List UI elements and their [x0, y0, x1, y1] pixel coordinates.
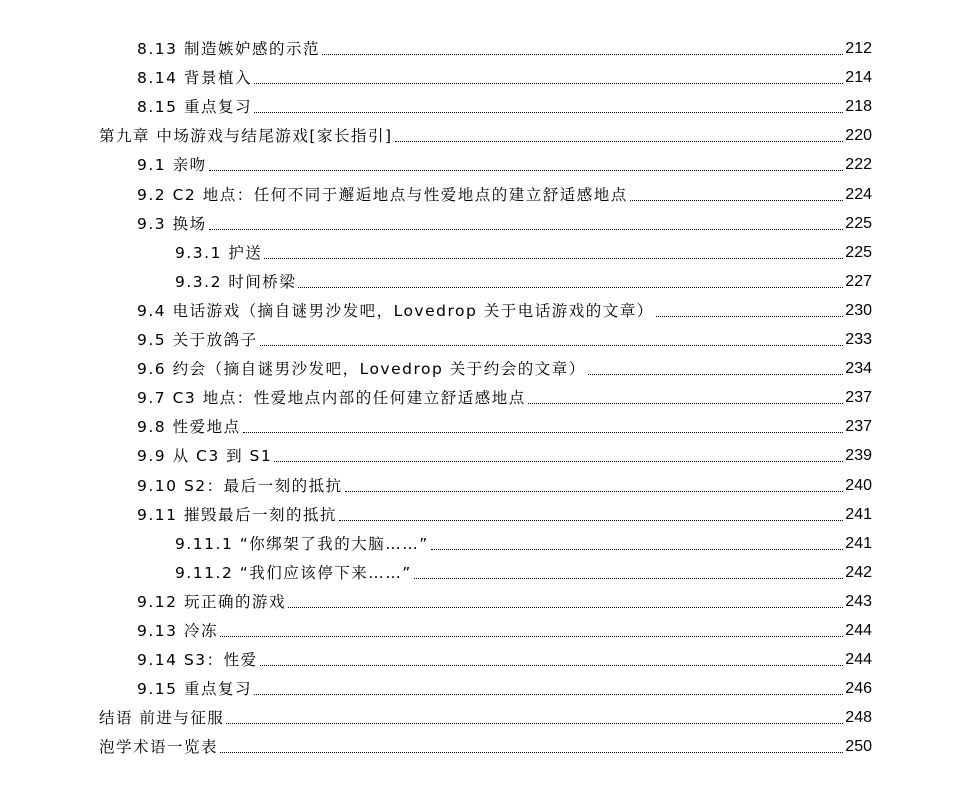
toc-entry-page-number: 214 [845, 69, 872, 87]
dot-leader [260, 664, 844, 666]
toc-entry[interactable] [137, 349, 872, 378]
toc-entry[interactable] [137, 582, 872, 611]
toc-entry[interactable] [137, 378, 872, 407]
toc-entry-page-number: 227 [845, 272, 872, 290]
toc-entry-title: 9.11.1 “你绑架了我的大脑……” [175, 534, 429, 553]
dot-leader [339, 519, 843, 521]
dot-leader [254, 693, 843, 695]
toc-entry-page-number: 244 [845, 622, 872, 639]
toc-entry-page-number: 225 [845, 214, 872, 232]
dot-leader [414, 577, 844, 579]
toc-entry[interactable] [137, 640, 872, 669]
toc-entry[interactable] [137, 466, 872, 495]
toc-entry-title: 泡学术语一览表 [99, 738, 219, 757]
toc-entry[interactable] [137, 611, 872, 640]
toc-entry[interactable] [99, 116, 872, 145]
toc-entry[interactable] [137, 407, 872, 436]
toc-entry-page-number: 241 [845, 534, 872, 552]
toc-entry[interactable] [137, 436, 872, 465]
toc-entry[interactable] [137, 291, 872, 320]
dot-leader [630, 199, 844, 201]
toc-entry[interactable] [99, 727, 872, 756]
toc-entry[interactable] [175, 262, 872, 291]
toc-entry-page-number: 233 [845, 331, 872, 348]
dot-leader [395, 140, 844, 142]
dot-leader [431, 548, 844, 550]
toc-entry-title: 9.13 冷冻 [137, 622, 218, 640]
toc-entry-page-number: 243 [845, 592, 872, 610]
dot-leader [260, 344, 844, 346]
toc-entry-title: 9.3.1 护送 [175, 243, 263, 262]
toc-entry-title: 9.12 玩正确的游戏 [137, 592, 286, 611]
toc-entry-title: 9.11 摧毁最后一刻的抵抗 [137, 505, 337, 524]
toc-entry-title: 9.10 S2：最后一刻的抵抗 [137, 476, 343, 495]
toc-entry[interactable] [137, 145, 872, 174]
toc-entry[interactable] [137, 320, 872, 349]
toc-entry-page-number: 246 [845, 680, 872, 698]
toc-entry-page-number: 240 [845, 476, 872, 494]
dot-leader [220, 635, 843, 637]
toc-entry-title: 9.7 C3 地点：性爱地点内部的任何建立舒适感地点 [137, 389, 526, 408]
toc-entry-title: 8.14 背景植入 [137, 69, 252, 88]
toc-entry-title: 9.11.2 “我们应该停下来……” [175, 563, 412, 582]
dot-leader [243, 431, 844, 433]
toc-entry-title: 9.9 从 C3 到 S1 [137, 447, 273, 466]
toc-entry-page-number: 234 [845, 360, 872, 378]
toc-entry-title: 9.15 重点复习 [137, 680, 252, 699]
toc-entry-title: 9.4 电话游戏（摘自谜男沙发吧，Lovedrop 关于电话游戏的文章） [137, 301, 654, 320]
toc-entry-title: 结语 前进与征服 [99, 709, 225, 728]
dot-leader [322, 53, 843, 55]
toc-entry-title: 第九章 中场游戏与结尾游戏[家长指引] [99, 127, 393, 146]
dot-leader [274, 460, 843, 462]
toc-entry-title: 9.2 C2 地点：任何不同于邂逅地点与性爱地点的建立舒适感地点 [137, 185, 628, 204]
toc-entry-page-number: 242 [845, 563, 872, 581]
toc-entry-title: 8.15 重点复习 [137, 98, 252, 117]
toc-entry-title: 9.1 亲吻 [137, 156, 207, 175]
toc-entry[interactable] [137, 669, 872, 698]
dot-leader [298, 286, 843, 288]
dot-leader [220, 751, 843, 753]
toc-entry-title: 9.8 性爱地点 [137, 418, 241, 437]
toc-entry-title: 9.6 约会（摘自谜男沙发吧，Lovedrop 关于约会的文章） [137, 360, 586, 379]
toc-entry[interactable] [137, 58, 872, 87]
toc-entry[interactable] [175, 553, 872, 582]
toc-entry-page-number: 222 [845, 156, 872, 174]
toc-entry-page-number: 218 [845, 98, 872, 116]
dot-leader [254, 111, 843, 113]
dot-leader [588, 373, 844, 375]
toc-entry[interactable] [137, 175, 872, 204]
toc-entry[interactable] [175, 524, 872, 553]
toc-entry-page-number: 220 [845, 127, 872, 145]
toc-entry-page-number: 237 [845, 389, 872, 407]
toc-entry-title: 8.13 制造嫉妒感的示范 [137, 40, 320, 58]
toc-entry-page-number: 244 [845, 651, 872, 669]
toc-entry-page-number: 250 [845, 738, 872, 756]
toc-entry-page-number: 248 [845, 709, 872, 727]
dot-leader [254, 82, 843, 84]
dot-leader [345, 490, 844, 492]
toc-entry[interactable] [175, 233, 872, 262]
dot-leader [264, 257, 843, 259]
toc-entry-title: 9.3.2 时间桥梁 [175, 272, 297, 291]
toc-entry-title: 9.5 关于放鸽子 [137, 331, 258, 349]
toc-entry-title: 9.14 S3：性爱 [137, 651, 258, 670]
dot-leader [226, 722, 843, 724]
toc-entry[interactable] [137, 204, 872, 233]
toc-entry-page-number: 225 [845, 243, 872, 261]
toc-entry-title: 9.3 换场 [137, 214, 207, 233]
toc-entry-page-number: 241 [845, 505, 872, 523]
dot-leader [528, 402, 844, 404]
toc-entry[interactable] [99, 698, 872, 727]
toc-entry[interactable] [137, 29, 872, 58]
toc-entry[interactable] [137, 87, 872, 116]
toc-entry-page-number: 224 [845, 185, 872, 203]
dot-leader [209, 228, 844, 230]
toc-entry-page-number: 239 [845, 447, 872, 465]
toc-entry-page-number: 237 [845, 418, 872, 436]
toc-entry[interactable] [137, 495, 872, 524]
dot-leader [209, 169, 844, 171]
toc-entry-page-number: 230 [845, 301, 872, 319]
dot-leader [656, 315, 844, 317]
dot-leader [288, 606, 843, 608]
toc-entry-page-number: 212 [845, 40, 872, 57]
